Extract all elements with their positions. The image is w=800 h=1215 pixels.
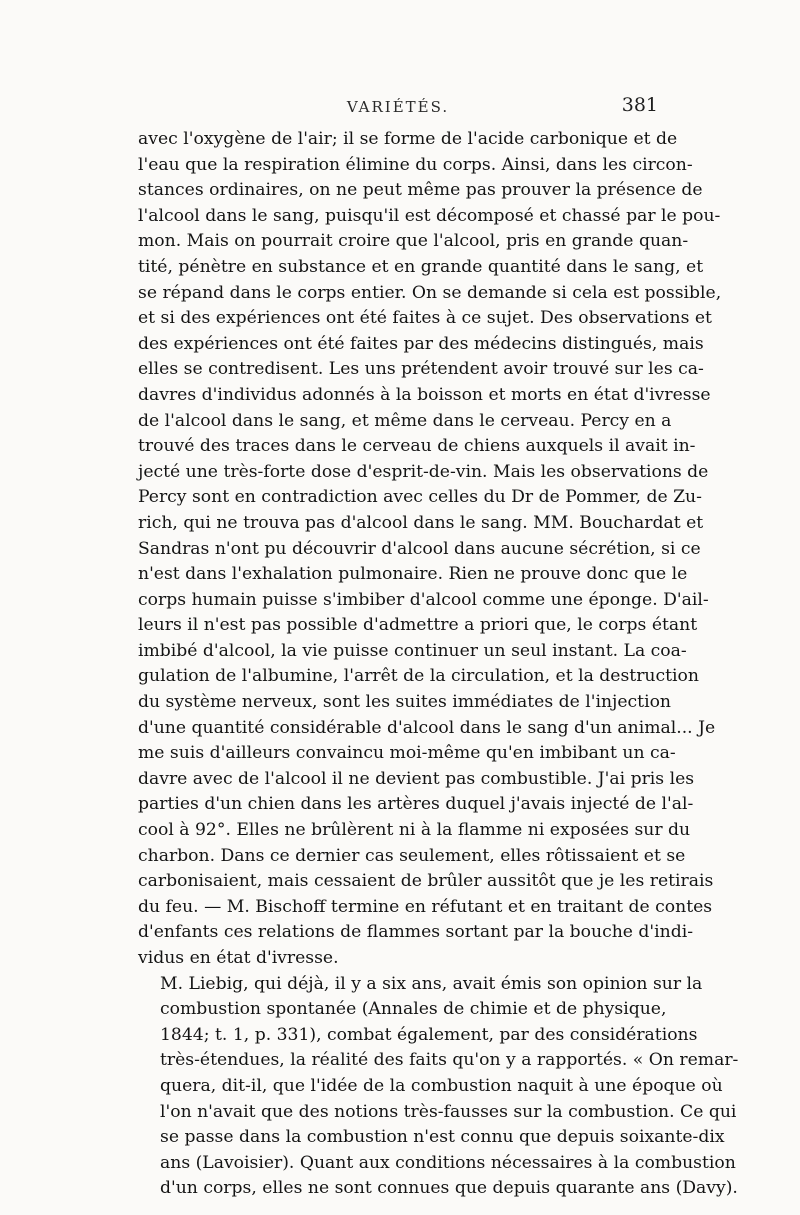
text-line: d'enfants ces relations de flammes sortant par la bouche d'indi- bbox=[138, 922, 694, 943]
text-line: Sandras n'ont pu découvrir d'alcool dans aucune sécrétion, si ce bbox=[138, 538, 701, 559]
text-line: elles se contredisent. Les uns prétendent avoir trouvé sur les ca- bbox=[138, 359, 704, 380]
text-line: rich, qui ne trouva pas d'alcool dans le sang. MM. Bouchardat et bbox=[138, 512, 704, 533]
text-line: imbibé d'alcool, la vie puisse continuer un seul instant. La coa- bbox=[138, 640, 687, 661]
text-line: vidus en état d'ivresse. bbox=[138, 948, 339, 968]
text-line: davres d'individus adonnés à la boisson et morts en état d'ivresse bbox=[138, 384, 711, 405]
text-line: avec l'oxygène de l'air; il se forme de l'acide carbonique et de bbox=[138, 129, 678, 149]
text-line: du feu. — M. Bischoff termine en réfutant et en traitant de contes bbox=[138, 896, 713, 917]
text-line: quera, dit-il, que l'idée de la combustion naquit à une époque où bbox=[160, 1075, 723, 1096]
text-line: jecté une très-forte dose d'esprit-de-vin. Mais les observations de bbox=[138, 461, 709, 482]
text-line: d'une quantité considérable d'alcool dans le sang d'un animal... Je bbox=[138, 717, 716, 738]
running-head bbox=[138, 94, 658, 128]
text-line: se répand dans le corps entier. On se demande si cela est possible, bbox=[138, 282, 722, 303]
text-line: l'alcool dans le sang, puisqu'il est décomposé et chassé par le pou- bbox=[138, 205, 721, 226]
text-line: des expériences ont été faites par des médecins distingués, mais bbox=[138, 333, 704, 354]
text-line: 1844; t. 1, p. 331), combat également, par des considérations bbox=[160, 1024, 698, 1045]
text-line: parties d'un chien dans les artères duquel j'avais injecté de l'al- bbox=[138, 794, 694, 815]
text-line: du système nerveux, sont les suites immédiates de l'injection bbox=[138, 692, 671, 713]
text-line: cool à 92°. Elles ne brûlèrent ni à la flamme ni exposées sur du bbox=[138, 820, 691, 841]
text-line: ans (Lavoisier). Quant aux conditions nécessaires à la combustion bbox=[160, 1152, 736, 1173]
text-line: carbonisaient, mais cessaient de brûler aussitôt que je les retirais bbox=[138, 871, 714, 892]
text-line: l'eau que la respiration élimine du corps. Ainsi, dans les circon- bbox=[138, 154, 693, 175]
text-line: Percy sont en contradiction avec celles du Dr de Pommer, de Zu- bbox=[138, 487, 702, 508]
text-line: tité, pénètre en substance et en grande quantité dans le sang, et bbox=[138, 256, 704, 277]
text-line: leurs il n'est pas possible d'admettre a priori que, le corps étant bbox=[138, 615, 698, 636]
text-line: de l'alcool dans le sang, et même dans le cerveau. Percy en a bbox=[138, 410, 672, 431]
text-line: stances ordinaires, on ne peut même pas prouver la présence de bbox=[138, 180, 703, 201]
text-line: se passe dans la combustion n'est connu que depuis soixante-dix bbox=[160, 1127, 725, 1148]
page-number: 381 bbox=[621, 94, 658, 116]
text-line: mon. Mais on pourrait croire que l'alcool, pris en grande quan- bbox=[138, 231, 689, 252]
text-line: d'un corps, elles ne sont connues que depuis quarante ans (Davy). bbox=[160, 1178, 738, 1199]
text-line: M. Liebig, qui déjà, il y a six ans, avait émis son opinion sur la bbox=[160, 973, 703, 994]
text-line: charbon. Dans ce dernier cas seulement, elles rôtissaient et se bbox=[138, 845, 686, 866]
body-text bbox=[138, 127, 739, 1202]
text-line: gulation de l'albumine, l'arrêt de la circulation, et la destruction bbox=[138, 666, 699, 687]
text-line: l'on n'avait que des notions très-fausses sur la combustion. Ce qui bbox=[160, 1101, 737, 1122]
paragraph-2 bbox=[138, 972, 739, 1202]
text-line: n'est dans l'exhalation pulmonaire. Rien ne prouve donc que le bbox=[138, 564, 688, 585]
text-line: davre avec de l'alcool il ne devient pas combustible. J'ai pris les bbox=[138, 768, 695, 789]
text-line: combustion spontanée (Annales de chimie et de physique, bbox=[160, 999, 667, 1020]
running-title: VARIÉTÉS. bbox=[346, 98, 450, 116]
text-line: trouvé des traces dans le cerveau de chiens auxquels il avait in- bbox=[138, 436, 696, 457]
paragraph-1 bbox=[138, 127, 722, 972]
text-line: me suis d'ailleurs convaincu moi-même qu'en imbibant un ca- bbox=[138, 743, 676, 764]
text-line: très-étendues, la réalité des faits qu'on y a rapportés. « On remar- bbox=[160, 1050, 739, 1071]
text-line: et si des expériences ont été faites à ce sujet. Des observations et bbox=[138, 308, 712, 329]
text-line: corps humain puisse s'imbiber d'alcool comme une éponge. D'ail- bbox=[138, 589, 709, 610]
